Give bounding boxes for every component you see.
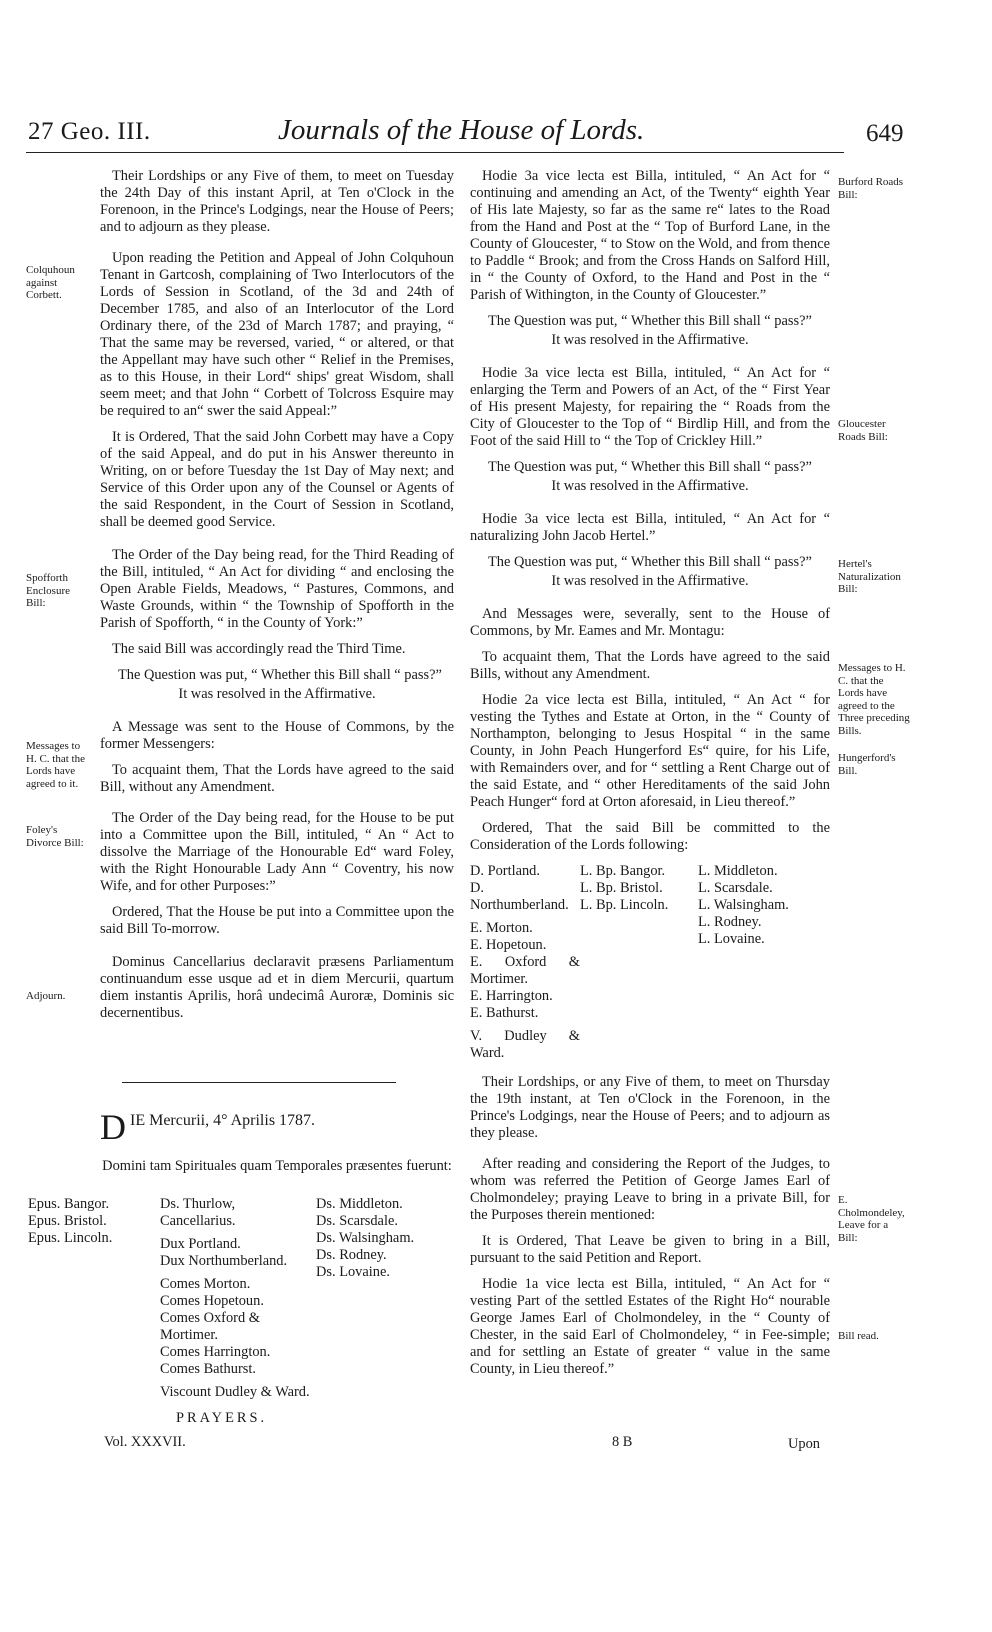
page-number: 649: [866, 120, 904, 147]
paragraph: Hodie 2a vice lecta est Billa, intituled, “ An Act “ for vesting the Tythes and Estate at Orton, in the “ County of Northampton, belonging to Jesus Hospital “ in the same County, in John Peach Hungerford Es“ quire, for his Life, with Remainders over, and for “ settling a Rent Charge out of the said Estate, and “ other Hereditaments of the said John Peach Hunger“ ford at Orton aforesaid, in Lieu thereof.”: [470, 692, 830, 810]
attendee: Ds. Lovaine.: [316, 1264, 390, 1280]
paragraph: Ordered, That the said Bill be committed to the Consideration of the Lords following:: [470, 820, 830, 853]
paragraph: To acquaint them, That the Lords have agreed to the said Bills, without any Amendment.: [470, 649, 830, 682]
paragraph: To acquaint them, That the Lords have agreed to the said Bill, without any Amendment.: [100, 762, 454, 795]
attendee: Viscount Dudley & Ward.: [160, 1384, 310, 1400]
committee-lord: L. Walsingham.: [698, 897, 789, 913]
page-title: Journals of the House of Lords.: [278, 114, 645, 146]
margin-note: E. Cholmondeley, Leave for a Bill:: [838, 1194, 905, 1244]
left-column: [100, 168, 454, 1031]
drop-cap: D: [100, 1107, 126, 1147]
sitting-heading: [100, 1107, 316, 1147]
committee-lord: V. Dudley & Ward.: [470, 1028, 580, 1061]
margin-note: Gloucester Roads Bill:: [838, 418, 888, 443]
paragraph: It was resolved in the Affirmative.: [551, 332, 749, 348]
catchword: Upon: [788, 1436, 820, 1452]
paragraph: It was resolved in the Affirmative.: [178, 686, 376, 702]
margin-note: Adjourn.: [26, 990, 66, 1002]
paragraph: It was resolved in the Affirmative.: [551, 478, 749, 494]
margin-note: Spofforth Enclosure Bill:: [26, 572, 70, 609]
attendance-bishops: [28, 1196, 138, 1247]
attendance-heading: Domini tam Spirituales quam Temporales præsentes fuerunt:: [102, 1158, 452, 1174]
committee-lord: E. Bathurst.: [470, 1005, 539, 1021]
committee-lord: L. Bp. Bristol.: [580, 880, 663, 896]
paragraph: Hodie 3a vice lecta est Billa, intituled, “ An Act for “ enlarging the Term and Powers of an Act, of the “ First Year of His present Majesty, for repairing the “ Roads from the City of Gloucester to the Top of “ Birdlip Hill, and from the Foot of the said Hill to “ the Top of Crickley Hill.”: [470, 365, 830, 449]
margin-note: Bill read.: [838, 1330, 879, 1342]
paragraph: Their Lordships or any Five of them, to meet on Tuesday the 24th Day of this instant April, at Ten o'Clock in the Forenoon, in the Prince's Lodgings, near the House of Peers; and to adjourn as they please.: [100, 168, 454, 235]
lords-column: [698, 863, 818, 1062]
paragraph: The Order of the Day being read, for the Third Reading of the Bill, intituled, “ An Act for dividing “ and enclosing the Open Arable Fields, Meadows, “ Pastures, Commons, and Waste Grounds, within “ the Township of Spofforth in the Parish of Spofforth, “ in the County of York:”: [100, 547, 454, 631]
attendee: Comes Harrington.: [160, 1344, 271, 1360]
attendee: Epus. Bristol.: [28, 1213, 107, 1229]
section-rule: [122, 1082, 396, 1083]
paragraph: The said Bill was accordingly read the Third Time.: [112, 641, 406, 657]
attendee: Dux Portland.: [160, 1236, 241, 1252]
margin-note: Burford Roads Bill:: [838, 176, 904, 201]
committee-lord: D. Portland.: [470, 863, 540, 879]
margin-note: Foley's Divorce Bill:: [26, 824, 84, 849]
margin-note: Hungerford's Bill.: [838, 752, 896, 777]
paragraph: The Question was put, “ Whether this Bill shall “ pass?”: [488, 313, 812, 329]
margin-note: Messages to H. C. that the Lords have agreed to the Three preceding Bills.: [838, 662, 910, 737]
attendee: Dux Northumberland.: [160, 1253, 288, 1269]
committee-lord: E. Morton.: [470, 920, 533, 936]
attendee: Ds. Scarsdale.: [316, 1213, 398, 1229]
paragraph: Their Lordships, or any Five of them, to meet on Thursday the 19th instant, at Ten o'Clock in the Forenoon, in the Prince's Lodgings, near the House of Peers; and to adjourn as they please.: [470, 1074, 830, 1141]
paragraph: Hodie 3a vice lecta est Billa, intituled, “ An Act for “ continuing and amending an Act, of the Twenty“ eighth Year of His late Majesty, so far as the same re“ lates to the Road from the Hand and Post at the “ Top of Burford Lane, in the County of Gloucester, “ to Stow on the Wold, and from thence to Paddle “ Brook; and from the Cross Hands on Salford Hill, in “ the County of Oxford, to the Hand and Post in the “ Parish of Withington, in the County of Gloucester.”: [470, 168, 830, 303]
paragraph: The Question was put, “ Whether this Bill shall “ pass?”: [488, 554, 812, 570]
attendee: Comes Hopetoun.: [160, 1293, 264, 1309]
paragraph: Ordered, That the House be put into a Committee upon the said Bill To-morrow.: [100, 904, 454, 937]
prayers-heading: PRAYERS.: [176, 1410, 268, 1426]
margin-note: Colquhoun against Corbett.: [26, 264, 75, 301]
committee-lord: L. Scarsdale.: [698, 880, 773, 896]
attendee: Comes Oxford & Mortimer.: [160, 1310, 260, 1343]
paragraph: After reading and considering the Report of the Judges, to whom was referred the Petition of George James Earl of Cholmondeley; praying Leave to bring in a private Bill, for the Purposes therein mentioned:: [470, 1156, 830, 1223]
committee-lord: L. Lovaine.: [698, 931, 765, 947]
committee-lord: L. Middleton.: [698, 863, 778, 879]
paragraph: It is Ordered, That Leave be given to bring in a Bill, pursuant to the said Petition and Report.: [470, 1233, 830, 1266]
attendee: Ds. Thurlow, Cancellarius.: [160, 1196, 236, 1229]
signature-mark: 8 B: [612, 1434, 633, 1450]
committee-lord: E. Harrington.: [470, 988, 553, 1004]
attendee: Ds. Middleton.: [316, 1196, 403, 1212]
right-column: [470, 168, 830, 1387]
margin-note: Hertel's Naturalization Bill:: [838, 558, 901, 595]
attendance-peers: [160, 1196, 310, 1401]
sitting-date: IE Mercurii, 4° Aprilis 1787.: [130, 1112, 316, 1129]
paragraph: The Question was put, “ Whether this Bill shall “ pass?”: [118, 667, 442, 683]
regnal-year: 27 Geo. III.: [28, 118, 151, 145]
paragraph: The Question was put, “ Whether this Bill shall “ pass?”: [488, 459, 812, 475]
lords-column: [580, 863, 698, 1062]
paragraph: Dominus Cancellarius declaravit præsens Parliamentum continuandum esse usque ad et in diem Mercurii, quartum diem instantis Aprilis, horâ undecimâ Auroræ, Dominis sic decernentibus.: [100, 954, 454, 1021]
committee-lord: D. Northumberland.: [470, 880, 569, 913]
paragraph: It is Ordered, That the said John Corbett may have a Copy of the said Appeal, and do put in his Answer thereunto in Writing, on or before Tuesday the 1st Day of May next; and Service of this Order upon any of the Counsel or Agents of the said Respondent, in the Court of Session in Scotland, shall be deemed good Service.: [100, 429, 454, 530]
lords-column: [470, 863, 580, 1062]
committee-lords: [470, 863, 830, 1062]
paragraph: And Messages were, severally, sent to the House of Commons, by Mr. Eames and Mr. Montagu:: [470, 606, 830, 639]
attendee: Epus. Lincoln.: [28, 1230, 113, 1246]
attendee: Ds. Walsingham.: [316, 1230, 415, 1246]
paragraph: Upon reading the Petition and Appeal of John Colquhoun Tenant in Gartcosh, complaining of Two Interlocutors of the Lords of Session in Scotland, of the 3d and 24th of December 1785, and also of an Interlocutor of the Lord Ordinary there, of the 23d of March 1787; and praying, “ That the same may be reversed, varied, “ or altered, or that the Appellant may have such other “ Relief in the Premises, as to this House, in their Lord“ ships' great Wisdom, shall seem meet; and that John “ Corbett of Tolcross Esquire may be required to an“ swer the said Appeal:”: [100, 250, 454, 419]
committee-lord: E. Oxford & Mortimer.: [470, 954, 580, 987]
attendee: Epus. Bangor.: [28, 1196, 110, 1212]
attendee: Comes Morton.: [160, 1276, 251, 1292]
attendance-barons: [316, 1196, 446, 1281]
attendee: Comes Bathurst.: [160, 1361, 256, 1377]
paragraph: Hodie 1a vice lecta est Billa, intituled, “ An Act for “ vesting Part of the settled Estates of the Right Ho“ nourable George James Earl of Cholmondeley, in the “ County of Chester, in the said Earl of Cholmondeley, “ in Fee-simple; and for settling an Estate of greater “ value in the same County, in Lieu thereof.”: [470, 1276, 830, 1377]
attendee: Ds. Rodney.: [316, 1247, 387, 1263]
volume-number: Vol. XXXVII.: [104, 1434, 186, 1450]
committee-lord: L. Bp. Lincoln.: [580, 897, 669, 913]
paragraph: It was resolved in the Affirmative.: [551, 573, 749, 589]
committee-lord: E. Hopetoun.: [470, 937, 547, 953]
header-rule: [26, 152, 844, 153]
committee-lord: L. Bp. Bangor.: [580, 863, 666, 879]
paragraph: A Message was sent to the House of Commons, by the former Messengers:: [100, 719, 454, 752]
paragraph: Hodie 3a vice lecta est Billa, intituled, “ An Act for “ naturalizing John Jacob Hertel.”: [470, 511, 830, 544]
margin-note: Messages to H. C. that the Lords have agreed to it.: [26, 740, 85, 790]
paragraph: The Order of the Day being read, for the House to be put into a Committee upon the Bill, intituled, “ An “ Act to dissolve the Marriage of the Honourable Ed“ ward Foley, with the Right Honourable Lady Ann “ Coventry, his now Wife, and for other Purposes:”: [100, 810, 454, 894]
committee-lord: L. Rodney.: [698, 914, 762, 930]
